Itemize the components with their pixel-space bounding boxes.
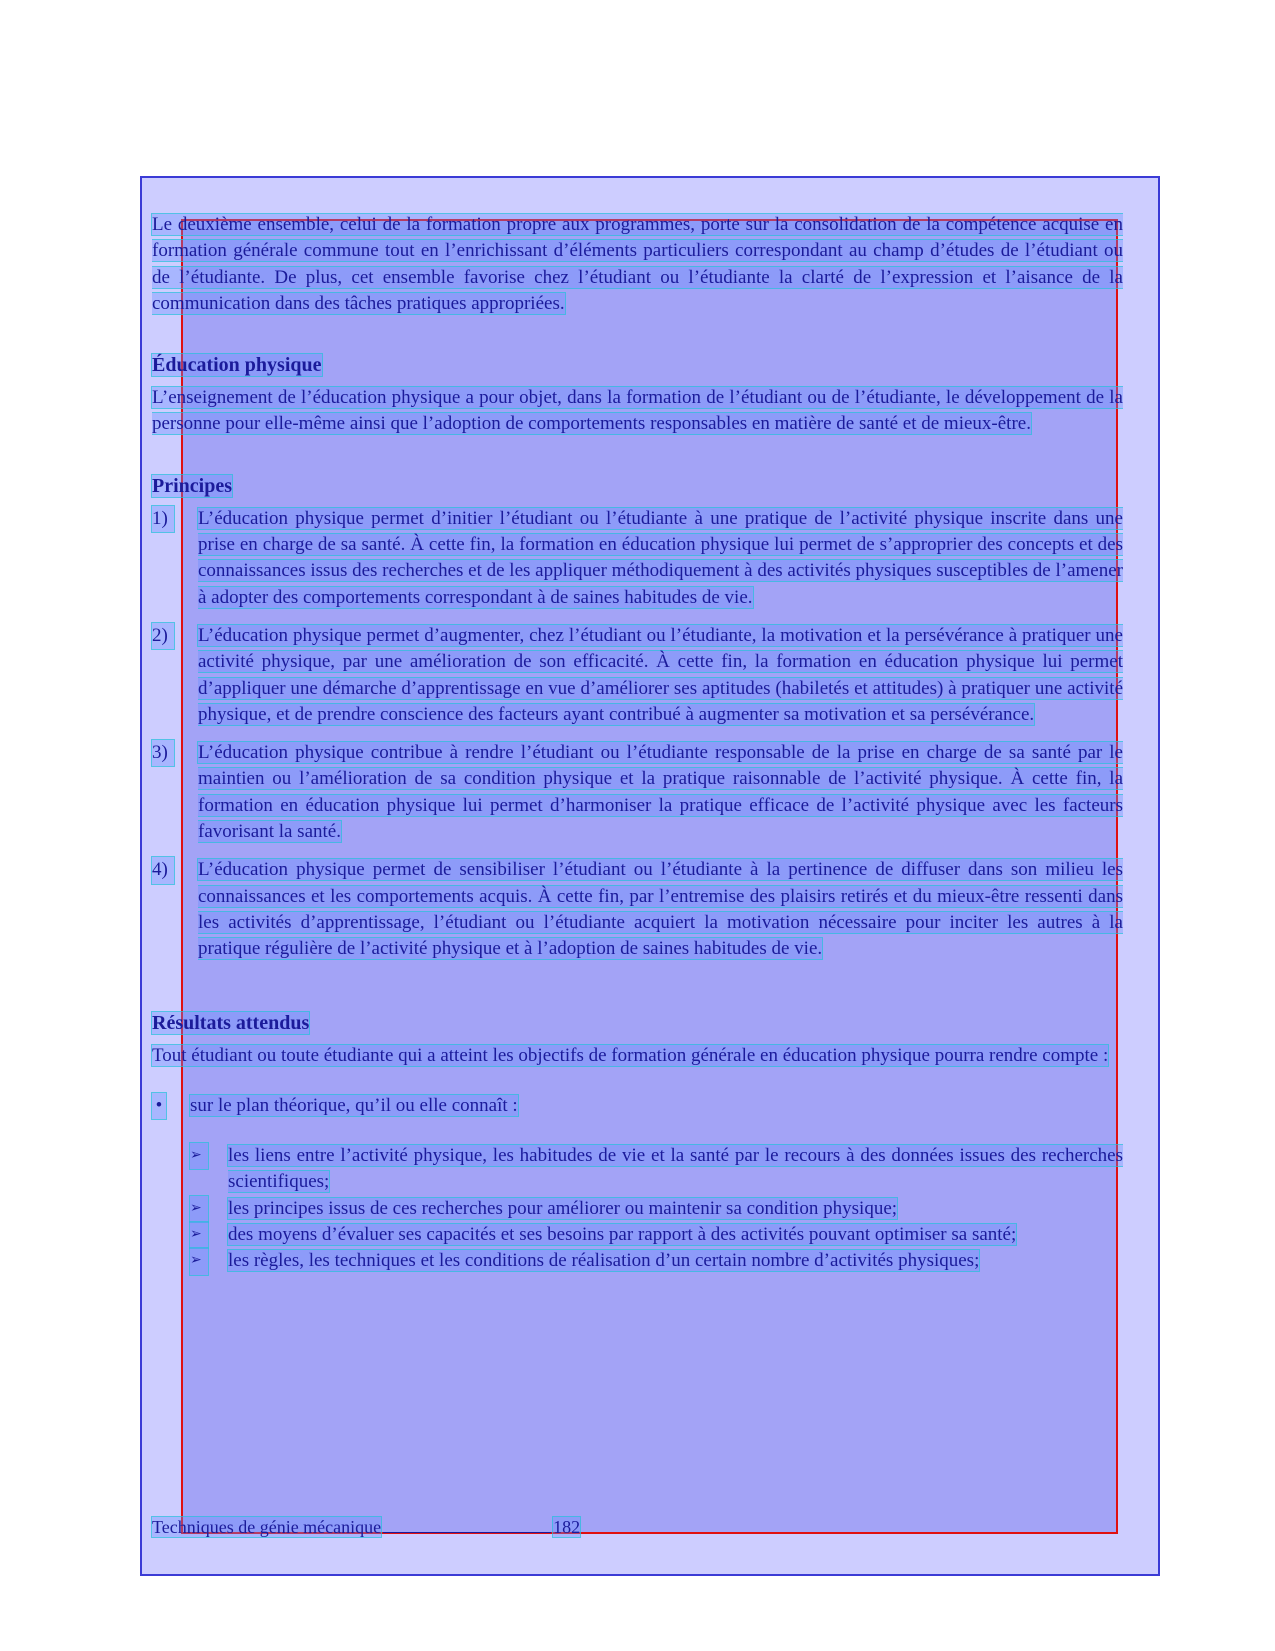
theory-bullet-text: sur le plan théorique, qu’il ou elle connaît : [190,1094,518,1116]
principe-number: 1) [152,506,174,532]
sublist-item [152,1248,1123,1274]
intro-paragraph-text: Le deuxième ensemble, celui de la formation propre aux programmes, porte sur la consolidation de la compétence acquise en formation générale commune tout en l’enrichissant d’éléments particuliers correspondant au champ d’études de l’étudiant ou de l’étudiante. De plus, cet ensemble favorise chez l’étudiant ou l’étudiante la clarté de l’expression et l’aisance de la communication dans des tâches pratiques appropriées. [152,214,1123,314]
principe-text: L’éducation physique permet d’initier l’étudiant ou l’étudiante à une pratique de l’activité physique inscrite dans une prise en charge de sa santé. À cette fin, la formation en éducation physique lui permet de s’approprier des concepts et des connaissances issus des recherches et de les appliquer méthodiquement à des activités physiques susceptibles de l’amener à adopter des comportements correspondant à de saines habitudes de vie. [198,507,1123,608]
resultats-heading [152,1009,1123,1037]
theory-bullet [152,1093,1123,1119]
sublist-item-text: des moyens d’évaluer ses capacités et ses besoins par rapport à des activités pouvant optimiser sa santé; [228,1224,1017,1246]
arrow-bullet-icon: ➢ [190,1222,208,1248]
sublist-item [152,1196,1123,1222]
resultats-heading-text: Résultats attendus [152,1011,310,1034]
footer-page-number: 182 [553,1517,581,1537]
education-paragraph [152,385,1123,438]
arrow-bullet-icon: ➢ [190,1143,208,1169]
sublist-item-text: les règles, les techniques et les conditions de réalisation d’un certain nombre d’activités physiques; [228,1250,980,1272]
principe-item [152,740,1123,845]
principe-item [152,623,1123,728]
principes-list [152,506,1123,963]
footer-rule [383,1532,551,1533]
sublist-item-text: les principes issus de ces recherches pour améliorer ou maintenir sa condition physique; [228,1197,898,1219]
education-heading [152,351,1123,379]
education-heading-text: Éducation physique [152,354,322,377]
arrow-bullet-icon: ➢ [190,1196,208,1222]
theory-sublist [152,1143,1123,1274]
principe-text: L’éducation physique permet de sensibiliser l’étudiant ou l’étudiante à la pertinence de diffuser dans son milieu les connaissances et les comportements acquis. À cette fin, par l’entremise des plaisirs retirés et du mieux-être ressenti dans les activités d’apprentissage, l’étudiant ou l’étudiante acquiert la motivation nécessaire pour inciter les autres à la pratique régulière de l’activité physique et à l’adoption de saines habitudes de vie. [198,859,1123,960]
principes-heading [152,472,1123,500]
intro-paragraph [152,212,1123,317]
footer-program: Techniques de génie mécanique [152,1517,382,1537]
principe-number: 2) [152,623,174,649]
education-paragraph-text: L’enseignement de l’éducation physique a pour objet, dans la formation de l’étudiant ou de l’étudiante, le développement de la personne pour elle-même ainsi que l’adoption de comportements responsables en matière de santé et de mieux-être. [152,387,1123,435]
resultats-paragraph-text: Tout étudiant ou toute étudiante qui a atteint les objectifs de formation générale en éducation physique pourra rendre compte : [152,1044,1109,1066]
principe-item [152,857,1123,962]
sublist-item [152,1143,1123,1196]
sublist-item [152,1222,1123,1248]
sublist-item-text: les liens entre l’activité physique, les habitudes de vie et la santé par le recours à des données issues des recherches scientifiques; [228,1145,1123,1193]
bullet-marker: • [152,1093,166,1119]
arrow-bullet-icon: ➢ [190,1248,208,1274]
document-content [152,212,1123,1275]
principes-heading-text: Principes [152,474,232,497]
principe-text: L’éducation physique permet d’augmenter, chez l’étudiant ou l’étudiante, la motivation et la persévérance à pratiquer une activité physique, par une amélioration de son efficacité. À cette fin, la formation en éducation physique lui permet d’appliquer une démarche d’apprentissage en vue d’améliorer ses aptitudes (habiletés et attitudes) à pratiquer une activité physique, et de prendre conscience des facteurs ayant contribué à augmenter sa motivation et sa persévérance. [198,624,1123,725]
principe-item [152,506,1123,611]
principe-number: 3) [152,740,174,766]
page-footer [152,1516,580,1538]
principe-text: L’éducation physique contribue à rendre l’étudiant ou l’étudiante responsable de la prise en charge de sa santé par le maintien ou l’amélioration de sa condition physique et la pratique raisonnable de l’activité physique. À cette fin, la formation en éducation physique lui permet d’harmoniser la pratique efficace de l’activité physique avec les facteurs favorisant la santé. [198,742,1123,843]
principe-number: 4) [152,857,174,883]
resultats-paragraph [152,1043,1123,1069]
